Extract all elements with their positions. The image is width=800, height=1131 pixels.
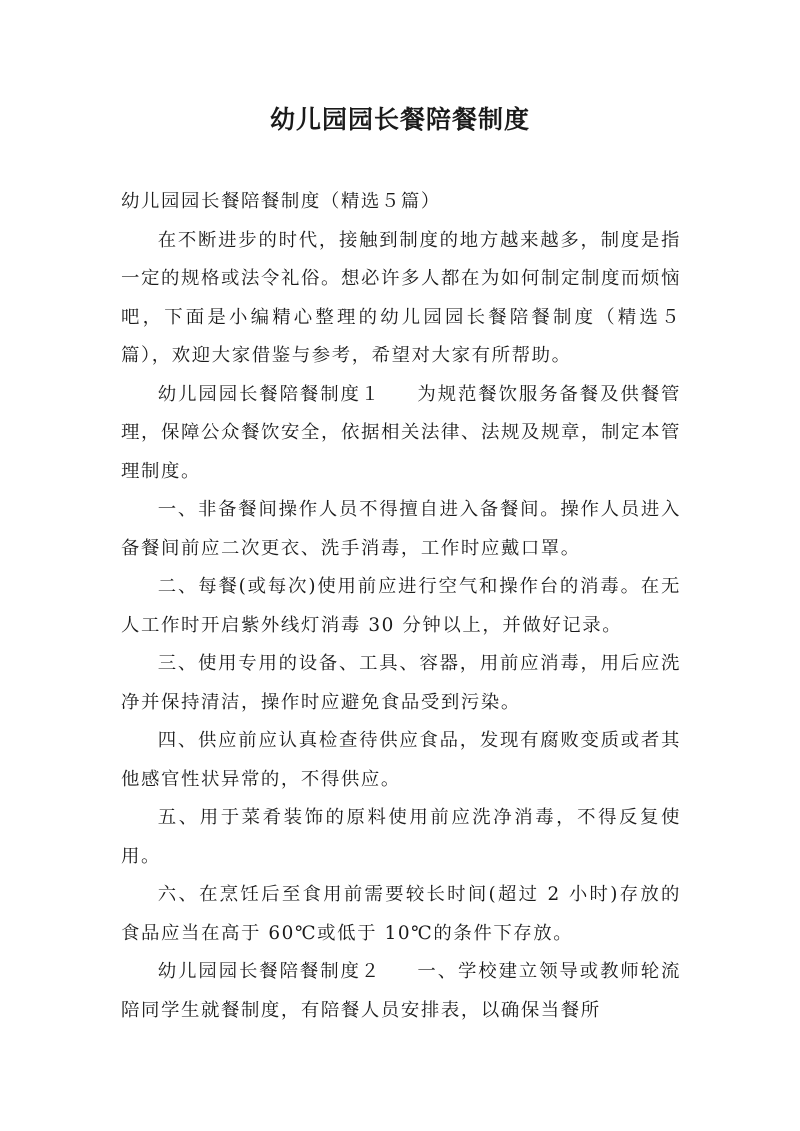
section-2-lead: 一、学校建立领导或教师轮流陪同学生就餐制度，有陪餐人员安排表，以确保当餐所	[121, 961, 681, 1021]
section-1-lead: 为规范餐饮服务备餐及供餐管理，保障公众餐饮安全，依据相关法律、法规及规章，制定本管理制度。	[121, 383, 681, 482]
rule-item-4: 四、供应前应认真检查待供应食品，发现有腐败变质或者其他感官性状异常的，不得供应。	[121, 730, 681, 790]
document-subtitle: 幼儿园园长餐陪餐制度（精选５篇）	[121, 191, 441, 212]
section-2-heading: 幼儿园园长餐陪餐制度２	[157, 961, 382, 982]
document-title: 幼儿园园长餐陪餐制度	[269, 105, 530, 134]
rule-item-2: 二、每餐(或每次)使用前应进行空气和操作台的消毒。在无人工作时开启紫外线灯消毒 30 分钟以上，并做好记录。	[121, 576, 681, 636]
rule-item-6: 六、在烹饪后至食用前需要较长时间(超过 2 小时)存放的食品应当在高于 60℃或低于 10℃的条件下存放。	[121, 884, 681, 944]
section-1-paragraph	[121, 376, 681, 492]
rule-item-1: 一、非备餐间操作人员不得擅自进入备餐间。操作人员进入备餐间前应二次更衣、洗手消毒，工作时应戴口罩。	[121, 499, 681, 559]
rule-item-5: 五、用于菜肴装饰的原料使用前应洗净消毒，不得反复使用。	[121, 807, 681, 867]
intro-paragraph: 在不断进步的时代，接触到制度的地方越来越多，制度是指一定的规格或法令礼俗。想必许多人都在为如何制定制度而烦恼吧，下面是小编精心整理的幼儿园园长餐陪餐制度（精选５篇），欢迎大家借鉴与参考，希望对大家有所帮助。	[121, 229, 681, 366]
section-1-heading: 幼儿园园长餐陪餐制度１	[157, 383, 382, 405]
section-2-paragraph	[121, 953, 681, 1030]
rule-item-3: 三、使用专用的设备、工具、容器，用前应消毒，用后应洗净并保持清洁，操作时应避免食品受到污染。	[121, 653, 681, 713]
document-body	[121, 183, 681, 1030]
